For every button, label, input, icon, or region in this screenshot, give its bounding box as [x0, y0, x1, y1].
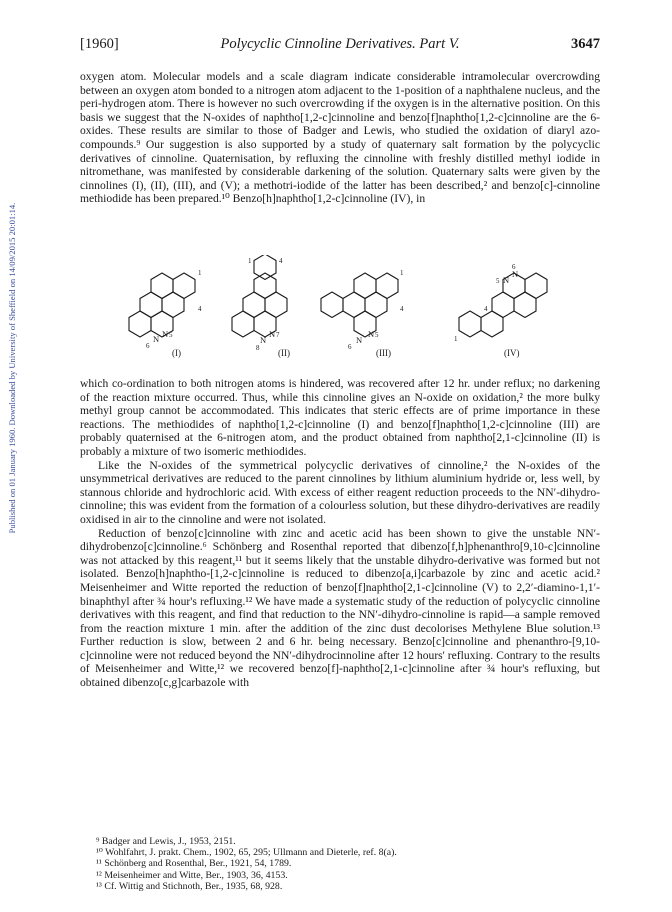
atom-label: 1: [198, 269, 202, 277]
atom-label: N: [512, 269, 519, 279]
footnote: ¹¹ Schönberg and Rosenthal, Ber., 1921, 54, 1789.: [96, 858, 292, 870]
atom-label: 1: [454, 335, 458, 343]
download-watermark: [5, 160, 19, 580]
atom-label: N: [503, 275, 510, 285]
paragraph-1: oxygen atom. Molecular models and a scale diagram indicate considerable intramolecular overcrowding between an oxygen atom bonded to a nitrogen atom adjacent to the 1-position of a naphthalene nucleus, and the peri-hydrogen atom. There is however no such overcrowding if the oxygen is in the alternative position. On this basis we suggest that the N-oxides of naphtho[1,2-c]cinnoline and benzo[f]naphtho[1,2-c]cinnoline are the 6-oxides. These results are similar to those of Badger and Lewis, who studied the oxidation of diaryl azo-compounds.⁹ Our suggestion is also supported by a study of quaternary salt formation by the polycyclic derivatives of cinnoline. Quaternisation, by refluxing the cinnoline with freshly distilled methyl iodide in nitromethane, was manifested by considerable darkening of the solution. Quaternary salts were given by the cinnolines (I), (II), (III), and (V); a methotri-iodide of the latter has been described,² and benzo[c]-cinnoline methiodide has been prepared.¹⁰ Benzo[h]naphtho[1,2-c]cinnoline (IV), in: [80, 70, 600, 206]
footnote: ¹³ Cf. Wittig and Stichnoth, Ber., 1935, 68, 928.: [96, 880, 283, 892]
footnote: ¹⁰ Wohlfahrt, J. prakt. Chem., 1902, 65, 295; Ullmann and Dieterle, ref. 8(a).: [96, 847, 397, 859]
atom-label: N: [260, 335, 267, 345]
atom-label: 7: [276, 331, 280, 339]
atom-label: 8: [256, 344, 260, 352]
atom-label: 5: [169, 331, 173, 339]
body-text: [80, 377, 600, 690]
structures-svg: [80, 255, 600, 371]
atom-label: 4: [484, 305, 488, 313]
page-number: 3647: [571, 36, 600, 52]
atom-label: 4: [279, 257, 283, 265]
atom-label: 5: [375, 331, 379, 339]
paragraph-top: [80, 70, 600, 206]
atom-label: N: [269, 329, 276, 339]
atom-label: 1: [400, 269, 404, 277]
figure-label-iv: (IV): [504, 348, 520, 358]
structure-ii: [232, 255, 290, 358]
atom-label: 4: [400, 305, 404, 313]
figure-label-i: (I): [172, 348, 181, 358]
structure-iv: [454, 263, 547, 358]
atom-label: 4: [198, 305, 202, 313]
atom-label: 5: [496, 277, 500, 285]
structure-iii: [321, 269, 404, 358]
paragraph-4: Reduction of benzo[c]cinnoline with zinc and acetic acid has been shown to give the unstable NN′-dihydrobenzo[c]cinnoline.⁶ Schönberg and Rosenthal reported that dibenzo[f,h]phenanthro[9,10-c]cinnoline was not attacked by this reagent,¹¹ but it seems likely that the unstable dihydro-derivative was formed but not isolated. Benzo[h]naphtho-[1,2-c]cinnoline is reduced to dibenzo[a,i]carbazole by zinc and acetic acid.² Meisenheimer and Witte reported the reduction of benzo[f]naphtho[2,1-c]cinnoline (V) to 2,2′-diamino-1,1′-binaphthyl after ¾ hour's refluxing.¹² We have made a systematic study of the reduction of polycyclic cinnoline derivatives with this reagent, and find that reduction to the NN′-dihydro-cinnoline is rapid—a sample removed from the reaction mixture 1 min. after the addition of the zinc dust decolorises Methylene Blue solution.¹³ Further reduction is slow, between 2 and 6 hr. being necessary. Benzo[c]cinnoline and phenanthro-[9,10-c]cinnoline were not reduced beyond the NN′-dihydrocinnoline after 12 hours' refluxing. Contrary to the results of Meisenheimer and Witte,¹² we recovered benzo[f]-naphtho[2,1-c]cinnoline after ¾ hour's refluxing, but obtained dibenzo[c,g]carbazole with: [80, 526, 600, 690]
atom-label: N: [356, 335, 363, 345]
atom-label: 6: [512, 263, 516, 271]
structure-figures: [80, 255, 600, 371]
footnote: ¹² Meisenheimer and Witte, Ber., 1903, 36, 4153.: [96, 869, 288, 881]
paragraph-2: which co-ordination to both nitrogen atoms is hindered, was recovered after 12 hr. under reflux; no darkening of the reaction mixture occurred. Thus, while this cinnoline gives an N-oxide on oxidation,² the more bulky methyl group cannot be accommodated. This indicates that steric effects are of prime importance in these reactions. The methiodides of naphtho[1,2-c]cinnoline (I) and benzo[f]naphtho[1,2-c]cinnoline (III) are probably quaternised at the 6-nitrogen atom, and the product obtained from naphtho[2,1-c]cinnoline (II) is probably a mixture of two isomeric methiodides.: [80, 377, 600, 458]
atom-label: N: [368, 329, 375, 339]
atom-label: N: [153, 334, 160, 344]
structure-i: [129, 269, 202, 358]
running-header: [80, 36, 600, 56]
atom-label: 6: [146, 342, 150, 350]
header-title: Polycyclic Cinnoline Derivatives. Part V.: [220, 36, 460, 52]
figure-label-ii: (II): [278, 348, 290, 358]
atom-label: 1: [248, 257, 252, 265]
figure-label-iii: (III): [376, 348, 391, 358]
atom-label: N: [162, 329, 169, 339]
header-year: [1960]: [80, 36, 119, 52]
paragraph-3: Like the N-oxides of the symmetrical polycyclic derivatives of cinnoline,² the N-oxides of the unsymmetrical derivatives are reduced to the parent cinnolines by lithium aluminium hydride or, less well, by stannous chloride and hydrochloric acid. With excess of either reagent reduction proceeds to the NN′-dihydro-cinnoline; this was evident from the formation of a colourless solution, but these dihydro-derivatives are readily oxidised in air to the cinnoline and were not isolated.: [80, 458, 600, 526]
download-notice: Published on 01 January 1960. Downloaded by University of Sheffield on 14/09/2015 20:01:14.: [7, 202, 17, 534]
footnotes: [96, 836, 596, 892]
footnote: ⁹ Badger and Lewis, J., 1953, 2151.: [96, 836, 236, 847]
atom-label: 6: [348, 343, 352, 351]
